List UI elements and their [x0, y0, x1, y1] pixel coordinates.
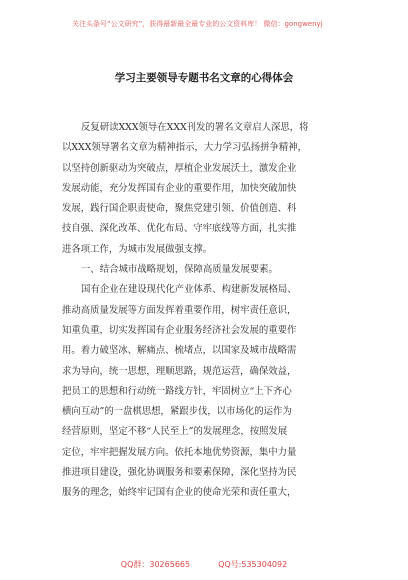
paragraph-line: 把员工的思想和行动统一路线方针，牢固树立“上下齐心 [62, 385, 292, 397]
paragraph-line: 发展，践行国企职责使命，聚焦党建引领、价值创造、科 [62, 203, 297, 215]
paragraph-line: 以坚持创新驱动为突破点，厚植企业发展沃土，激发企业 [62, 162, 297, 174]
paragraph-line: 推动高质量发展等方面发挥着重要作用，树牢责任意识， [62, 304, 297, 316]
paragraph-line: 横向互动”的一盘棋思想，紧跟步伐，以市场化的运作为 [62, 406, 292, 418]
paragraph-line: 用。着力破坚冰、解痛点、梳堵点，以国家及城市战略需 [62, 345, 297, 357]
document-title: 学习主要领导专题书名文章的心得体会 [114, 72, 294, 84]
paragraph-line: 发展动能，充分发挥国有企业的重要作用，加快突破加快 [62, 182, 297, 194]
paragraph-line: 经营原则，坚定不移“人民至上”的发展理念，按照发展 [62, 426, 288, 438]
paragraph-line: 推进项目建设，强化协调服务和要素保障，深化坚持为民 [62, 467, 297, 479]
paragraph-line: 服务的理念，始终牢记国有企业的使命光荣和责任重大， [62, 487, 297, 499]
paragraph-line: 反复研读XXX领导在XXX刊发的署名文章启人深思，将 [81, 122, 309, 133]
paragraph-line: 求为导向，统一思想，理顺思路，规范运营，确保效益， [62, 365, 297, 377]
top-banner: 关注头条号“公文研究”，获得最新最全最专业的公文资料库！ 微信：gongwenyj [72, 20, 323, 28]
document-body [62, 118, 354, 504]
bottom-footer [0, 559, 408, 571]
qq-group-text: QQ群：30265665 [120, 560, 191, 569]
paragraph-line: 技自强、深化改革、优化布局、守牢底线等方面，扎实推 [62, 223, 297, 235]
paragraph-line: 以XXX领导署名文章为精神指示，大力学习弘扬拼争精神， [62, 142, 308, 154]
section-heading: 一、结合城市战略规划，保障高质量发展要素。 [81, 264, 278, 276]
qq-number-text: QQ号:535304092 [218, 560, 288, 569]
paragraph-line: 定位，牢牢把握发展方向。依托本地优势资源，集中力量 [62, 446, 297, 458]
paragraph-line: 知重负重，切实发挥国有企业服务经济社会发展的重要作 [62, 324, 297, 336]
paragraph-line: 进各项工作，为城市发展做强支撑。 [62, 243, 213, 255]
paragraph-line: 国有企业在建设现代化产业体系、构建新发展格局、 [81, 284, 297, 296]
